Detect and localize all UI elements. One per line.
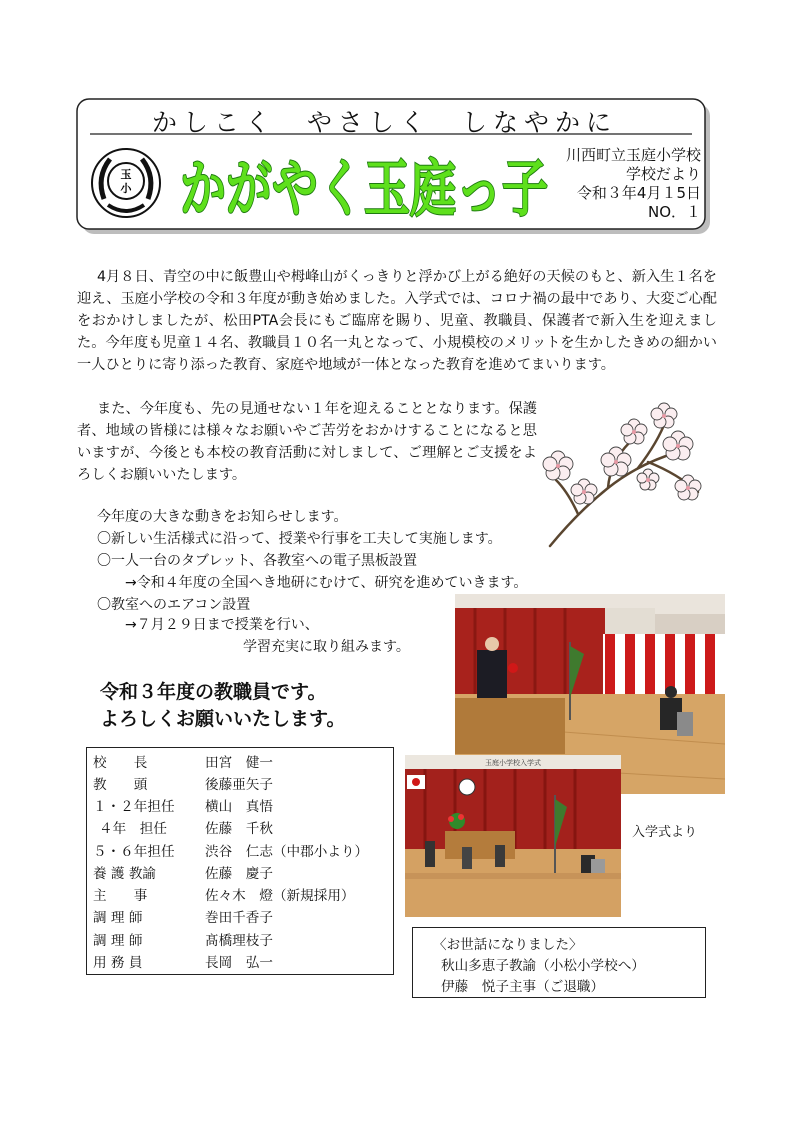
- staff-role: 調 理 師: [93, 933, 143, 949]
- school-motto: かしこく やさしく しなやかに: [152, 108, 618, 137]
- newsletter-label: 学校だより: [626, 165, 702, 183]
- moves-intro: 今年度の大きな動きをお知らせします。: [97, 509, 348, 525]
- staff-heading: [100, 679, 345, 733]
- staff-name: 佐藤 慶子: [205, 866, 273, 882]
- staff-name: 後藤亜矢子: [205, 777, 273, 793]
- staff-name: 佐藤 千秋: [205, 821, 273, 837]
- moves-item-aircon: 〇教室へのエアコン設置: [97, 597, 251, 613]
- staff-role: 教 頭: [93, 777, 148, 793]
- staff-name: 横山 真悟: [205, 799, 273, 815]
- emblem-top-char: 玉: [120, 168, 132, 181]
- moves-item-aircon-note2: 学習充実に取り組みます。: [243, 639, 410, 655]
- staff-table: [86, 747, 394, 975]
- entrance-ceremony-photo-2: [405, 755, 621, 917]
- farewell-line1: 秋山多恵子教諭（小松小学校へ）: [441, 958, 645, 974]
- staff-role: 主 事: [93, 888, 148, 904]
- staff-role: ５・６年担任: [93, 844, 175, 860]
- title-text: かがやく玉庭っ子: [180, 152, 548, 225]
- farewell-title: 〈お世話になりました〉: [433, 937, 583, 953]
- farewell-box: [412, 927, 706, 998]
- issue-number: NO．１: [647, 203, 702, 221]
- staff-role: 校 長: [93, 755, 148, 771]
- staff-role: ４年 担任: [99, 821, 167, 837]
- paragraph-request: また、今年度も、先の見通せない１年を迎えることとなります。保護者、地域の皆様には様々なお願いやご苦労をおかけすることになると思いますが、今後とも本校の教育活動に対しまして、ご理解とご支援をよろしくお願いいたします。: [77, 401, 537, 483]
- moves-item-aircon-note: →７月２９日まで授業を行い、: [125, 617, 319, 633]
- issue-date: 令和３年4月１5日: [576, 184, 702, 202]
- staff-name: 渋谷 仁志（中郡小より）: [205, 844, 369, 860]
- staff-role: 用 務 員: [93, 955, 143, 971]
- farewell-line2: 伊藤 悦子主事（ご退職）: [441, 979, 605, 995]
- moves-item-tablets: 〇一人一台のタブレット、各教室への電子黒板設置: [97, 553, 418, 569]
- school-name: 川西町立玉庭小学校: [566, 146, 702, 164]
- school-emblem-icon: [90, 147, 162, 219]
- moves-item-tablets-note: →令和４年度の全国へき地研にむけて、研究を進めていきます。: [125, 575, 528, 591]
- cherry-blossom-illustration: [538, 402, 706, 548]
- staff-role: 養 護 教諭: [93, 866, 157, 882]
- staff-name: 髙橋理枝子: [205, 933, 273, 949]
- staff-name: 田宮 健一: [205, 755, 273, 771]
- staff-name: 長岡 弘一: [205, 955, 273, 971]
- emblem-bottom-char: 小: [120, 182, 132, 195]
- staff-role: １・２年担任: [93, 799, 175, 815]
- staff-name: 巻田千香子: [205, 910, 273, 926]
- moves-item-lifestyle: 〇新しい生活様式に沿って、授業や行事を工夫して実施します。: [97, 531, 502, 547]
- staff-heading-line2: よろしくお願いいたします。: [100, 708, 346, 730]
- school-info: [566, 146, 701, 222]
- staff-name: 佐々木 燈（新規採用）: [205, 888, 355, 904]
- staff-heading-line1: 令和３年度の教職員です。: [100, 681, 327, 703]
- paragraph-opening: 4月８日、青空の中に飯豊山や栂峰山がくっきりと浮かび上がる絶好の天候のもと、新入生１名を迎え、玉庭小学校の令和３年度が動き始めました。入学式では、コロナ禍の最中であり、大変ご心配をおかけしましたが、松田PTA会長にもご臨席を賜り、児童、教職員、保護者で新入生を迎えました。今年度も児童１４名、教職員１０名一丸となって、小規模校のメリットを生かしたきめの細かい一人ひとりに寄り添った教育、家庭や地域が一体となった教育を進めてまいります。: [77, 269, 717, 373]
- staff-role: 調 理 師: [93, 910, 143, 926]
- ceremony-banner-text: 玉庭小学校入学式: [485, 759, 541, 767]
- photo-caption: 入学式より: [632, 825, 698, 840]
- newsletter-title: [176, 132, 556, 236]
